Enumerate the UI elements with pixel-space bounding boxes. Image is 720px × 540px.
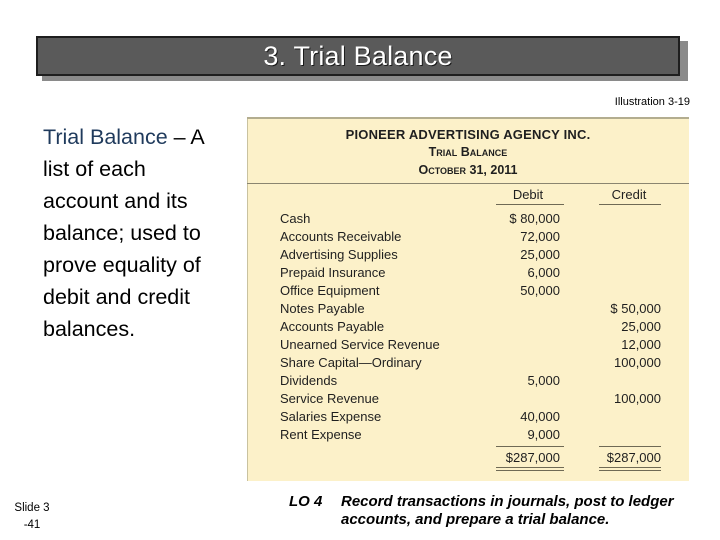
table-row	[247, 300, 689, 318]
credit-amount: 25,000	[621, 319, 661, 334]
account-name: Accounts Payable	[280, 319, 385, 334]
illustration-label: Illustration 3-19	[614, 96, 690, 108]
debit-double-rule	[496, 467, 564, 468]
debit-header-underline	[496, 204, 564, 205]
debit-amount: 40,000	[520, 409, 560, 424]
account-name: Cash	[280, 211, 311, 226]
account-name: Office Equipment	[280, 283, 380, 298]
account-name: Rent Expense	[280, 427, 362, 442]
debit-column-header: Debit	[512, 187, 544, 202]
debit-amount: 6,000	[527, 265, 560, 280]
lo-label: LO 4	[289, 493, 323, 510]
credit-double-rule	[599, 470, 661, 471]
credit-total-rule	[599, 446, 661, 447]
debit-amount: 5,000	[527, 373, 560, 388]
debit-amount: 72,000	[520, 229, 560, 244]
credit-amount: $ 50,000	[610, 301, 661, 316]
account-name: Accounts Receivable	[280, 229, 402, 244]
credit-amount: 12,000	[621, 337, 661, 352]
account-rows	[247, 210, 689, 444]
table-row	[247, 426, 689, 444]
account-name: Share Capital—Ordinary	[280, 355, 422, 370]
account-name: Notes Payable	[280, 301, 365, 316]
definition-text	[43, 121, 223, 345]
slide-title: 3. Trial Balance	[263, 40, 453, 71]
account-name: Advertising Supplies	[280, 247, 398, 262]
total-credit: $287,000	[606, 450, 661, 465]
debit-amount: $ 80,000	[509, 211, 560, 226]
table-row	[247, 228, 689, 246]
table-row	[247, 408, 689, 426]
title-bar	[36, 36, 680, 76]
definition-term: Trial Balance	[43, 125, 168, 149]
debit-amount: 25,000	[520, 247, 560, 262]
slide-number-line1: Slide 3	[14, 502, 50, 514]
company-name: PIONEER ADVERTISING AGENCY INC.	[345, 127, 591, 142]
slide-number-line2: -41	[23, 519, 41, 531]
table-row	[247, 336, 689, 354]
debit-amount: 50,000	[520, 283, 560, 298]
credit-amount: 100,000	[614, 391, 661, 406]
table-row	[247, 390, 689, 408]
credit-header-underline	[599, 204, 661, 205]
slide-number	[12, 500, 52, 534]
table-row	[247, 264, 689, 282]
debit-amount: 9,000	[527, 427, 560, 442]
debit-double-rule	[496, 470, 564, 471]
account-name: Dividends	[280, 373, 338, 388]
table-row	[247, 354, 689, 372]
statement-name: Trial Balance	[428, 145, 508, 159]
account-name: Service Revenue	[280, 391, 379, 406]
credit-double-rule	[599, 467, 661, 468]
account-name: Unearned Service Revenue	[280, 337, 440, 352]
table-row	[247, 372, 689, 390]
definition-body: – A list of each account and its balance; used to prove equality of debit and credit balances.	[43, 125, 204, 341]
credit-amount: 100,000	[614, 355, 661, 370]
lo-text: Record transactions in journals, post to ledger accounts, and prepare a trial balance.	[341, 493, 674, 528]
header-rule	[247, 183, 689, 184]
trial-balance-panel	[247, 117, 689, 481]
statement-date: October 31, 2011	[418, 163, 518, 177]
total-debit: $287,000	[505, 450, 560, 465]
table-row	[247, 282, 689, 300]
account-name: Salaries Expense	[280, 409, 382, 424]
credit-column-header: Credit	[611, 187, 647, 202]
table-row	[247, 246, 689, 264]
account-name: Prepaid Insurance	[280, 265, 386, 280]
debit-total-rule	[496, 446, 564, 447]
table-row	[247, 210, 689, 228]
table-row	[247, 318, 689, 336]
